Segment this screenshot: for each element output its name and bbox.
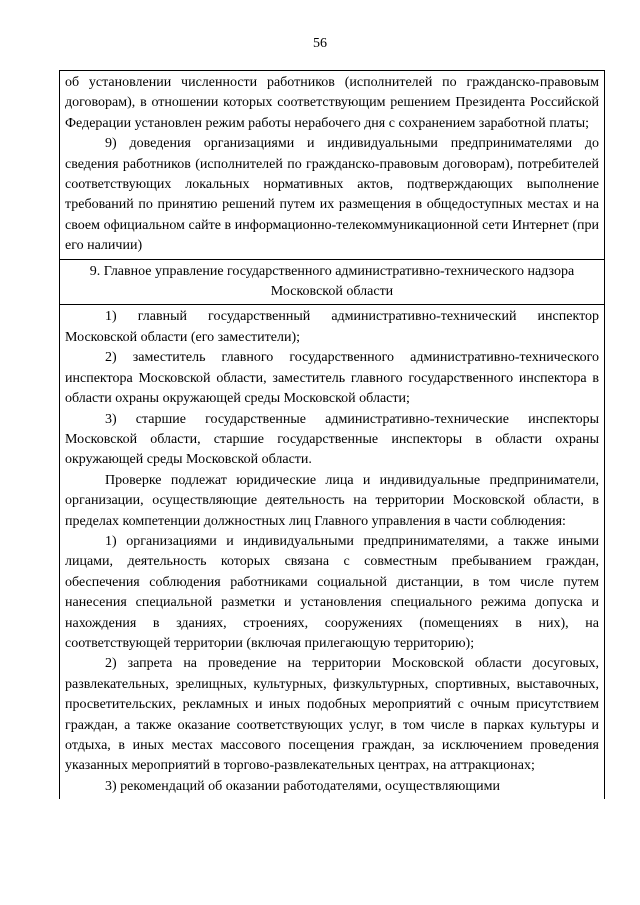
section-heading: 9. Главное управление государственного административно-технического надзора Московской области (89, 263, 575, 300)
page-number: 56 (313, 36, 327, 51)
paragraph: 2) запрета на проведение на территории Московской области досуговых, развлекательных, зрелищных, культурных, физкультурных, спортивных, выставочных, просветительских, рекламных и иных подобных мероприятий с очным присутствием граждан, а также оказание соответствующих услуг, в том числе в парках культуры и отдыха, в иных местах массового посещения граждан, за исключением проведения указанных мероприятий в торгово-развлекательных центрах, на аттракционах; (65, 656, 599, 774)
document-table (59, 70, 605, 799)
table-cell-continuation (60, 71, 604, 260)
paragraph: 3) рекомендаций об оказании работодателями, осуществляющими (105, 778, 500, 794)
paragraph: 3) старшие государственные административно-технические инспекторы Московской области, старшие государственные инспекторы в области охраны окружающей среды Московской области. (65, 411, 599, 468)
paragraph: 2) заместитель главного государственного административно-технического инспектора Московской области, заместитель главного государственного инспектора в области охраны окружающей среды Московской области; (65, 350, 599, 407)
paragraph: Проверке подлежат юридические лица и индивидуальные предприниматели, организации, осуществляющие деятельность на территории Московской области, в пределах компетенции должностных лиц Главного управления в части соблюдения: (65, 472, 599, 529)
table-cell-body (60, 305, 604, 799)
paragraph: 1) главный государственный административно-технический инспектор Московской области (его заместители); (65, 309, 599, 345)
paragraph: 9) доведения организациями и индивидуальными предпринимателями до сведения работников (исполнителей по гражданско-правовым договорам), потребителей соответствующих локальных нормативных актов, подтверждающих выполнение требований по принятию решений путем их размещения в общедоступных местах и на своем официальном сайте в информационно-телекоммуникационной сети Интернет (при его наличии) (65, 136, 599, 254)
paragraph: об установлении численности работников (исполнителей по гражданско-правовым договорам), в отношении которых соответствующим решением Президента Российской Федерации установлен режим работы нерабочего дня с сохранением заработной платы; (65, 75, 599, 131)
section-heading-cell (60, 260, 604, 306)
paragraph: 1) организациями и индивидуальными предпринимателями, а также иными лицами, деятельность которых связана с совместным пребыванием граждан, обеспечения соблюдения работниками социальной дистанции, в том числе путем нанесения специальной разметки и установления специального режима допуска и нахождения в зданиях, строениях, сооружениях (помещениях в них), на соответствующей территории (включая прилегающую территорию); (65, 533, 599, 651)
